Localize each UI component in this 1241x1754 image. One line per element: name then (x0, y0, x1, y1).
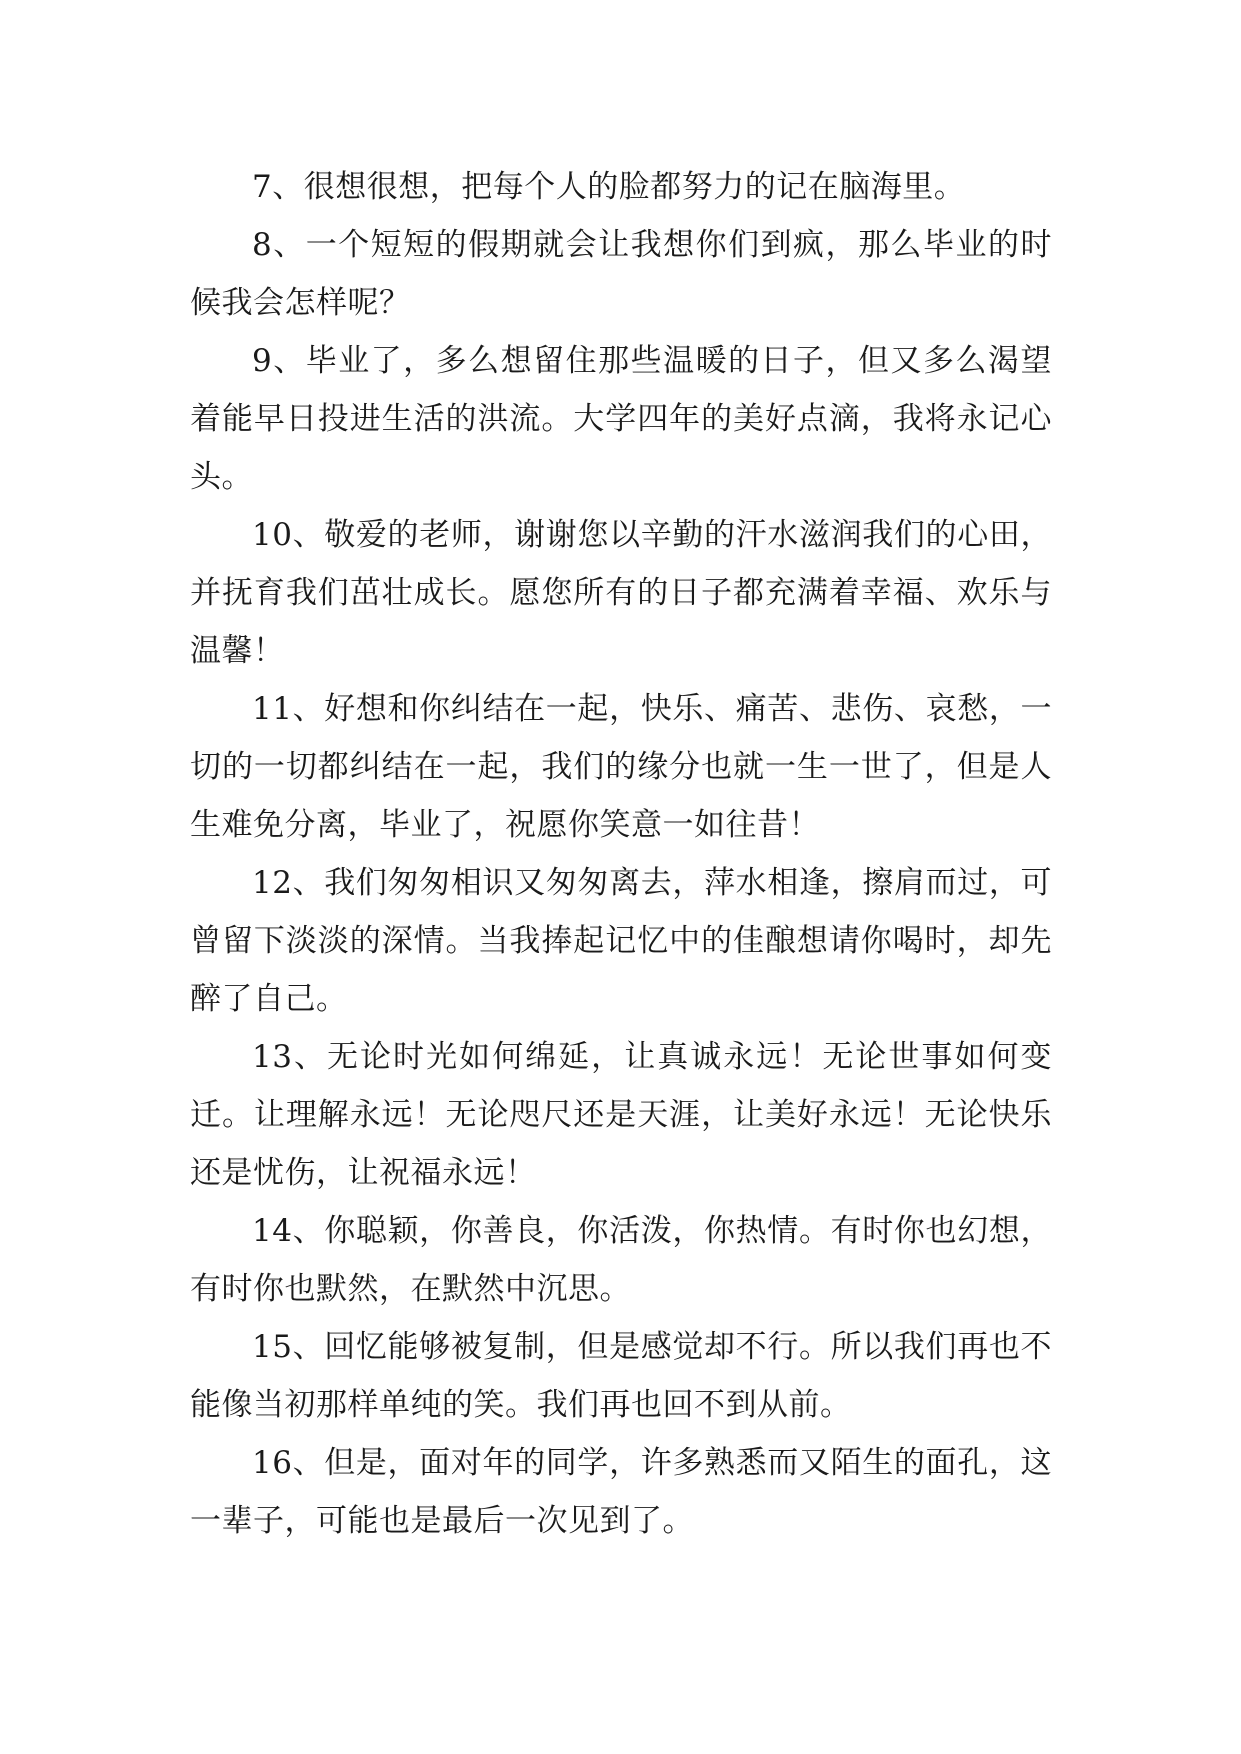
paragraph-15: 15、回忆能够被复制，但是感觉却不行。所以我们再也不能像当初那样单纯的笑。我们再也回不到从前。 (190, 1329, 1052, 1423)
document-body (190, 158, 1052, 1550)
paragraph-7: 7、很想很想，把每个人的脸都努力的记在脑海里。 (252, 169, 966, 205)
paragraph-14: 14、你聪颖，你善良，你活泼，你热情。有时你也幻想，有时你也默然，在默然中沉思。 (190, 1213, 1052, 1307)
paragraph-10: 10、敬爱的老师，谢谢您以辛勤的汗水滋润我们的心田，并抚育我们茁壮成长。愿您所有的日子都充满着幸福、欢乐与温馨！ (190, 517, 1052, 669)
paragraph-8: 8、一个短短的假期就会让我想你们到疯，那么毕业的时候我会怎样呢？ (190, 227, 1052, 321)
paragraph-13: 13、无论时光如何绵延，让真诚永远！无论世事如何变迁。让理解永远！无论咫尺还是天涯，让美好永远！无论快乐还是忧伤，让祝福永远！ (190, 1039, 1052, 1191)
paragraph-9: 9、毕业了，多么想留住那些温暖的日子，但又多么渴望着能早日投进生活的洪流。大学四年的美好点滴，我将永记心头。 (190, 343, 1052, 495)
paragraph-11: 11、好想和你纠结在一起，快乐、痛苦、悲伤、哀愁，一切的一切都纠结在一起，我们的缘分也就一生一世了，但是人生难免分离，毕业了，祝愿你笑意一如往昔！ (190, 691, 1052, 843)
paragraph-12: 12、我们匆匆相识又匆匆离去，萍水相逢，擦肩而过，可曾留下淡淡的深情。当我捧起记忆中的佳酿想请你喝时，却先醉了自己。 (190, 865, 1052, 1017)
paragraph-16: 16、但是，面对年的同学，许多熟悉而又陌生的面孔，这一辈子，可能也是最后一次见到了。 (190, 1445, 1052, 1539)
